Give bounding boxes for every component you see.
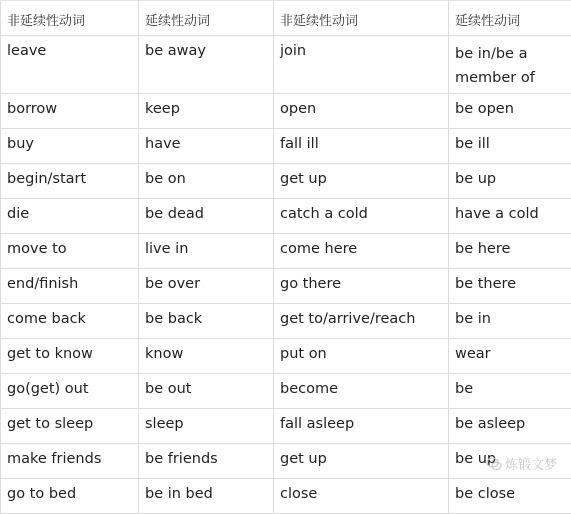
table-row — [1, 409, 571, 444]
table-cell: be ill — [449, 129, 571, 164]
header-continuous-1: 延续性动词 — [139, 1, 274, 36]
table-cell: be in bed — [139, 479, 274, 514]
table-cell: be dead — [139, 199, 274, 234]
table-cell: end/finish — [1, 269, 139, 304]
table-cell: leave — [1, 36, 139, 94]
table-cell: buy — [1, 129, 139, 164]
table-cell: come here — [274, 234, 449, 269]
table-cell: make friends — [1, 444, 139, 479]
table-cell: get to/arrive/reach — [274, 304, 449, 339]
table-cell: live in — [139, 234, 274, 269]
table-row — [1, 339, 571, 374]
table-cell: be up — [449, 164, 571, 199]
table-cell: be — [449, 374, 571, 409]
table-cell: fall asleep — [274, 409, 449, 444]
table-cell: begin/start — [1, 164, 139, 199]
table-row — [1, 374, 571, 409]
table-cell: join — [274, 36, 449, 94]
table-cell: fall ill — [274, 129, 449, 164]
table-cell: be close — [449, 479, 571, 514]
table-cell: be open — [449, 94, 571, 129]
table-cell: have — [139, 129, 274, 164]
table-cell: get up — [274, 164, 449, 199]
table-cell: move to — [1, 234, 139, 269]
table-row — [1, 94, 571, 129]
table-cell: put on — [274, 339, 449, 374]
header-non-continuous-2: 非延续性动词 — [274, 1, 449, 36]
table-row — [1, 164, 571, 199]
table-row — [1, 304, 571, 339]
table-cell: be in — [449, 304, 571, 339]
table-cell: die — [1, 199, 139, 234]
table-cell: be on — [139, 164, 274, 199]
table-cell: wear — [449, 339, 571, 374]
table-cell: sleep — [139, 409, 274, 444]
table-cell: catch a cold — [274, 199, 449, 234]
table-cell: keep — [139, 94, 274, 129]
table-row — [1, 269, 571, 304]
table-cell: go(get) out — [1, 374, 139, 409]
table-cell: be up — [449, 444, 571, 479]
table-cell: go there — [274, 269, 449, 304]
table-row — [1, 234, 571, 269]
watermark-text: 炼锻文梦 — [505, 454, 557, 473]
watermark — [486, 454, 557, 473]
table-row — [1, 199, 571, 234]
table-cell: be there — [449, 269, 571, 304]
table-cell: open — [274, 94, 449, 129]
table-cell: go to bed — [1, 479, 139, 514]
table-cell: be over — [139, 269, 274, 304]
table-cell: be back — [139, 304, 274, 339]
header-row — [1, 1, 571, 36]
table-cell: be out — [139, 374, 274, 409]
table-cell: come back — [1, 304, 139, 339]
header-non-continuous-1: 非延续性动词 — [1, 1, 139, 36]
table-cell: know — [139, 339, 274, 374]
table-cell: be asleep — [449, 409, 571, 444]
wechat-icon — [486, 456, 502, 472]
table-cell: get to know — [1, 339, 139, 374]
table-row — [1, 129, 571, 164]
table-cell: be away — [139, 36, 274, 94]
table-cell: have a cold — [449, 199, 571, 234]
table-body — [1, 36, 571, 514]
header-continuous-2: 延续性动词 — [449, 1, 571, 36]
table-row — [1, 36, 571, 94]
table-row — [1, 479, 571, 514]
table-cell: be here — [449, 234, 571, 269]
table-cell: be in/be a member of — [449, 36, 571, 94]
table-cell: get to sleep — [1, 409, 139, 444]
table-cell: get up — [274, 444, 449, 479]
table-cell: be friends — [139, 444, 274, 479]
table-cell: become — [274, 374, 449, 409]
table-cell: borrow — [1, 94, 139, 129]
table-cell: close — [274, 479, 449, 514]
